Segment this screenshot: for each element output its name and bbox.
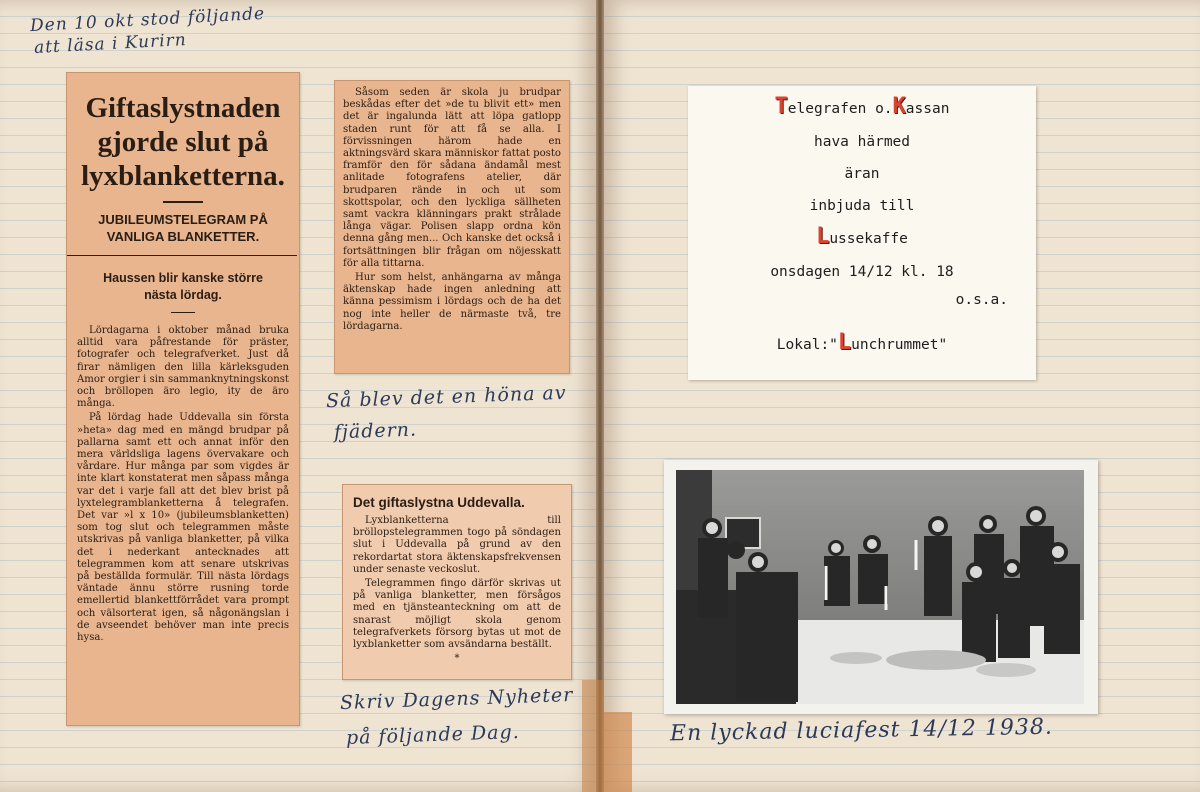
handwritten-note-middle-line1: Så blev det en höna av — [325, 381, 567, 413]
invitation-text-telegrafen: elegrafen o. — [787, 101, 893, 117]
article-deck-line1: Haussen blir kanske större — [103, 271, 263, 285]
tape-strip-right — [604, 712, 632, 792]
invitation-card — [688, 86, 1036, 380]
album-spine — [596, 0, 604, 792]
article-2-end-mark: * — [454, 653, 460, 665]
article-headline-line1: Giftaslystnaden — [85, 92, 281, 124]
article-paragraph-1: Lördagarna i oktober månad bruka alltid vara påfrestande för präster, fotografer och telegrafverket. Just då firar nämligen den lilla kärleksguden Amor orgier i sin sammanknytningskonst och bröllopen äro legio, ity de äro många. — [77, 325, 289, 410]
article-headline-line3: lyxblanketterna. — [81, 160, 285, 192]
article-deck-line2: nästa lördag. — [144, 288, 222, 302]
invitation-line-4: inbjuda till — [809, 198, 915, 214]
invitation-line-1 — [688, 94, 1036, 119]
drop-cap-k: K — [892, 94, 906, 119]
invitation-text-unchrummet: unchrummet" — [851, 337, 948, 353]
handwritten-note-top-line1: Den 10 okt stod följande — [29, 3, 266, 37]
article-2-headline: Det giftaslystna Uddevalla. — [353, 495, 525, 510]
drop-cap-l2: L — [837, 330, 852, 355]
deck-rule — [171, 312, 195, 313]
invitation-line-2: hava härmed — [813, 134, 911, 150]
clipping-article-1-continued — [334, 80, 570, 374]
handwritten-note-top-line2: att läsa i Kurirn — [33, 30, 188, 58]
article-subheadline-line1: JUBILEUMSTELEGRAM PÅ — [98, 212, 268, 227]
drop-cap-t: T — [774, 94, 788, 119]
article-2-paragraph-2: Telegrammen fingo därför skrivas ut på vanliga blanketter, men försågos med en tjänsteanteckning om att de snarast möjligt skola genom telegrafverkets försorg bytas ut mot de lyxblanketter som avsändarna beställt. — [353, 578, 561, 651]
clipping-article-2 — [342, 484, 572, 680]
article-subheadline-line2: VANLIGA BLANKETTER. — [106, 229, 260, 244]
article-2-paragraph-1: Lyxblanketterna till bröllopstelegrammen togo på söndagen slut i Uddevalla på grund av den rekordartat stora äktenskapsfrekvensen under senaste veckoslut. — [353, 515, 561, 575]
handwritten-note-middle-line2: fjädern. — [333, 418, 418, 444]
article-paragraph-2: På lördag hade Uddevalla sin första »heta» dag med en mängd brudpar på pallarna samt ett och annat inför den mera världsliga lagens övervakare och vårdare. Hur många par som vigdes är inte klart konstaterat men såpass många var det i varje fall att det blev brist på lyxtelegramblanketterna å telegrafen. Det var »l x 10» (jubileumsblanketten) som tog slut och telegrammen måste utskrivas på vanliga blanketter, på vilka det i nederkant antecknades att telegrammen kom att senare utskrivas på beställda formulär. Till nästa lördags väntade ännu större rusning torde emellertid blankettförrådet vara prompt och välsorterat igen, så någonängslan i de avseendet behöver man inte precis hysa. — [77, 412, 289, 644]
invitation-line-8 — [688, 330, 1036, 355]
invitation-text-lussekaffe: ussekaffe — [829, 231, 908, 247]
invitation-text-lokal: Lokal:" — [776, 337, 838, 353]
photo-caption-handwritten: En lyckad luciafest 14/12 1938. — [669, 714, 1054, 747]
drop-cap-l: L — [816, 224, 830, 249]
invitation-line-6: onsdagen 14/12 kl. 18 — [770, 264, 954, 280]
continued-paragraph-1: Såsom seden är skola ju brudpar beskådas efter det »de tu blivit ett» men det är ingalunda lätt att löpa gatlopp staden runt för att få se alla. I förvissningen härom hade en aktningsvärd skara människor fattat posto framför den för sådana ändamål mest anlitade fotografens atelier, där brudparen rände in och ut som skottspolar, och den lyckliga sällheten samt vackra klänningars prakt strålade långa vägar. Polisen slapp ordna kön denna gång men... Och kanske det också i fortsättningen blir frågan om nöjesskatt för alla tittarna. — [343, 87, 561, 269]
headline-rule — [163, 201, 203, 203]
invitation-line-3: äran — [844, 166, 880, 182]
handwritten-note-bottom-line1: Skriv Dagens Nyheter — [339, 683, 574, 715]
photograph-lucia-party — [676, 470, 1084, 704]
photograph-frame — [664, 460, 1098, 714]
continued-paragraph-2: Hur som helst, anhängarna av många äktenskap hade ingen anledning att känna pessimism i lördags och de ha det nog inte heller de närmaste två, tre lördagarna. — [343, 272, 561, 332]
invitation-line-5 — [688, 224, 1036, 249]
handwritten-note-bottom-line2: på följande Dag. — [345, 720, 521, 750]
tape-strip-left — [582, 680, 604, 792]
section-divider — [67, 255, 297, 256]
article-headline-line2: gjorde slut på — [97, 126, 269, 158]
invitation-line-7: o.s.a. — [955, 292, 1008, 308]
invitation-text-assan: assan — [905, 101, 950, 117]
clipping-article-1 — [66, 72, 300, 726]
photo-scene — [676, 470, 1084, 704]
